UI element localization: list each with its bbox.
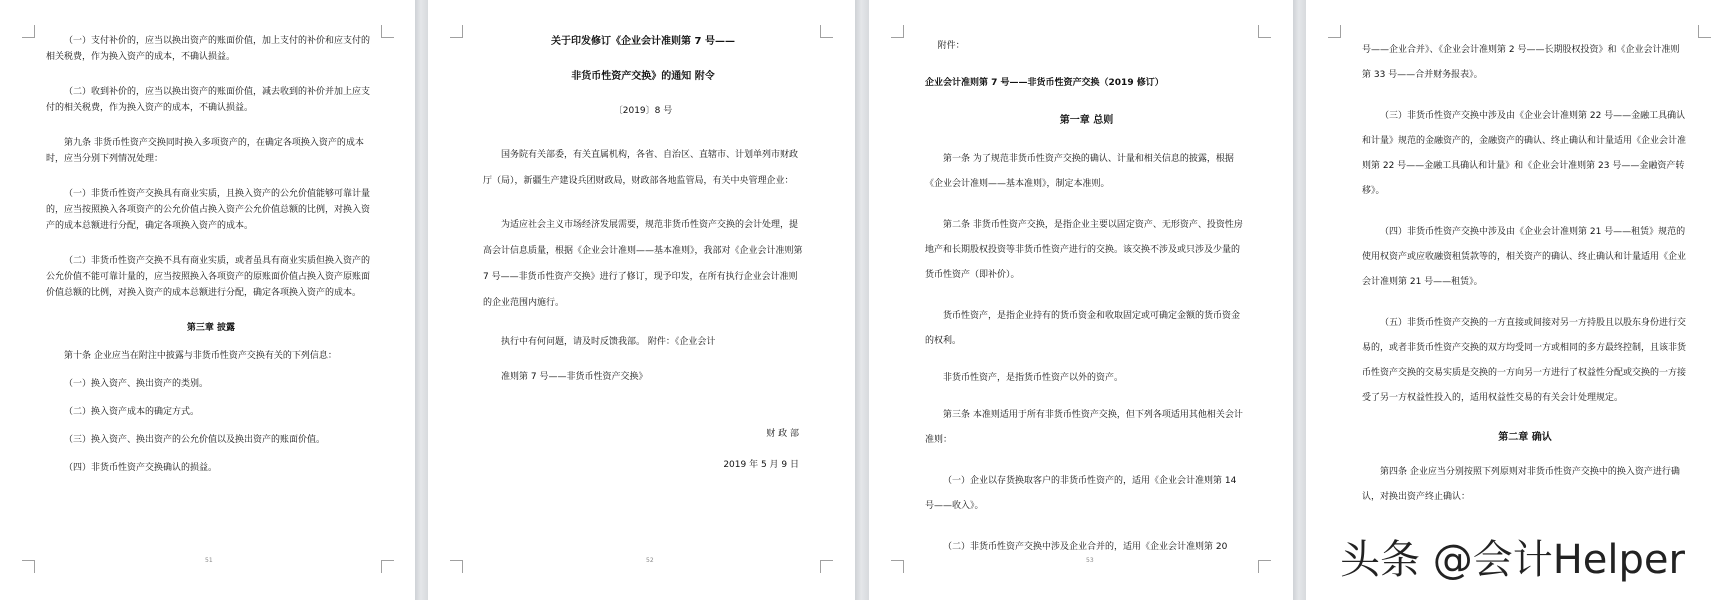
paragraph: （五）非货币性资产交换的一方直接或间接对另一方持股且以股东身份进行交易的，或者非货币性资产交换的双方均受同一方或相同的多方最终控制，且该非货币性资产交换的交易实质是交换的一方向另一方进行了权益性分配或交换的一方接受了另一方权益性投入的，适用权益性交易的有关会计处理规定。 xyxy=(1362,318,1687,403)
crop-mark xyxy=(820,25,833,38)
document-page-51 xyxy=(0,0,415,600)
paragraph: 货币性资产，是指企业持有的货币资金和收取固定或可确定金额的货币资金的权利。 xyxy=(925,311,1241,346)
paragraph: （二）非货币性资产交换不具有商业实质，或者虽具有商业实质但换入资产的公允价值不能可靠计量的，应当按照换入各项资产的原账面价值占换入资产原账面价值总额的比例，对换入资产的成本总额进行分配，确定各项换入资产的成本。 xyxy=(46,256,371,298)
page-number: 52 xyxy=(646,557,654,564)
paragraph: （四）非货币性资产交换确认的损益。 xyxy=(64,463,218,473)
notice-title: 关于印发修订《企业会计准则第 7 号—— xyxy=(551,36,735,47)
document-page-53 xyxy=(869,0,1293,600)
paragraph: 第四条 企业应当分别按照下列原则对非货币性资产交换中的换入资产进行确认，对换出资产终止确认： xyxy=(1362,467,1680,502)
standard-heading: 企业会计准则第 7 号——非货币性资产交换（2019 修订） xyxy=(925,78,1164,88)
page-gutter xyxy=(855,0,869,600)
paragraph: （二）收到补价的，应当以换出资产的账面价值，减去收到的补价并加上应支付的相关税费，作为换入资产的成本，不确认损益。 xyxy=(46,87,371,113)
crop-mark xyxy=(22,560,35,573)
watermark: 头条 @会计Helper xyxy=(1340,537,1685,583)
paragraph: （一）企业以存货换取客户的非货币性资产的，适用《企业会计准则第 14 号——收入》。 xyxy=(925,476,1237,511)
page-number: 51 xyxy=(205,557,213,564)
chapter-heading: 第二章 确认 xyxy=(1498,432,1552,443)
paragraph: （一）换入资产、换出资产的类别。 xyxy=(64,379,209,389)
paragraph: （一）非货币性资产交换具有商业实质，且换入资产的公允价值能够可靠计量的，应当按照换入各项资产的公允价值占换入资产公允价值总额的比例，对换入资产的成本总额进行分配，确定各项换入资产的成本。 xyxy=(46,189,371,231)
notice-title: 非货币性资产交换》的通知 附令 xyxy=(571,71,715,82)
paragraph: （三）换入资产、换出资产的公允价值以及换出资产的账面价值。 xyxy=(64,435,326,445)
paragraph: 执行中有何问题，请及时反馈我部。 附件：《企业会计 xyxy=(501,337,716,347)
paragraph: 号——企业合并》、《企业会计准则第 2 号——长期股权投资》和《企业会计准则第 33 号——合并财务报表》。 xyxy=(1362,45,1680,80)
paragraph: 准则第 7 号——非货币性资产交换》 xyxy=(501,372,648,382)
crop-mark xyxy=(891,560,904,573)
page-gutter xyxy=(1293,0,1306,600)
page-body xyxy=(925,38,1248,560)
crop-mark xyxy=(1258,25,1271,38)
attachment-label: 附件： xyxy=(937,41,965,51)
page-body xyxy=(46,33,376,476)
page-body xyxy=(1362,38,1688,510)
page-gutter xyxy=(415,0,428,600)
paragraph: （二）非货币性资产交换中涉及企业合并的，适用《企业会计准则第 20 xyxy=(943,542,1228,552)
paragraph: 第二条 非货币性资产交换，是指企业主要以固定资产、无形资产、投资性房地产和长期股权投资等非货币性资产进行的交换。该交换不涉及或只涉及少量的货币性资产（即补价）。 xyxy=(925,220,1243,280)
crop-mark xyxy=(1328,25,1341,38)
signer: 财 政 部 xyxy=(766,429,799,439)
crop-mark xyxy=(820,560,833,573)
crop-mark xyxy=(22,25,35,38)
crop-mark xyxy=(450,25,463,38)
crop-mark xyxy=(381,560,394,573)
page-number: 53 xyxy=(1086,557,1094,564)
issue-date: 2019 年 5 月 9 日 xyxy=(723,460,799,470)
paragraph: 第九条 非货币性资产交换同时换入多项资产的，在确定各项换入资产的成本时，应当分别下列情况处理： xyxy=(46,138,364,164)
paragraph: （三）非货币性资产交换中涉及由《企业会计准则第 22 号——金融工具确认和计量》规范的金融资产的，金融资产的确认、终止确认和计量适用《企业会计准则第 22 号——金融工具确认和计量》和《企业会计准则第 23 号——金融资产转移》。 xyxy=(1362,111,1687,196)
paragraph: 为适应社会主义市场经济发展需要，规范非货币性资产交换的会计处理，提高会计信息质量，根据《企业会计准则——基本准则》，我部对《企业会计准则第 7 号——非货币性资产交换》进行了修订，现予印发，在所有执行企业会计准则的企业范围内施行。 xyxy=(483,220,803,308)
crop-mark xyxy=(1698,25,1711,38)
document-page-52 xyxy=(428,0,855,600)
crop-mark xyxy=(381,25,394,38)
document-page-54 xyxy=(1306,0,1735,600)
paragraph: （二）换入资产成本的确定方式。 xyxy=(64,407,200,417)
chapter-heading: 第一章 总则 xyxy=(1059,115,1114,126)
paragraph: 非货币性资产，是指货币性资产以外的资产。 xyxy=(943,373,1124,383)
page-body xyxy=(483,33,803,474)
chapter-heading: 第三章 披露 xyxy=(186,323,236,333)
crop-mark xyxy=(891,25,904,38)
crop-mark xyxy=(1258,560,1271,573)
document-number: 〔2019〕8 号 xyxy=(613,106,673,116)
paragraph: 第十条 企业应当在附注中披露与非货币性资产交换有关的下列信息： xyxy=(64,351,337,361)
paragraph: 国务院有关部委，有关直属机构，各省、自治区、直辖市、计划单列市财政厅（局），新疆生产建设兵团财政局，财政部各地监管局，有关中央管理企业： xyxy=(483,150,799,186)
paragraph: （一）支付补价的，应当以换出资产的账面价值，加上支付的补价和应支付的相关税费，作为换入资产的成本，不确认损益。 xyxy=(46,36,371,62)
paragraph: 第三条 本准则适用于所有非货币性资产交换，但下列各项适用其他相关会计准则： xyxy=(925,410,1243,445)
crop-mark xyxy=(450,560,463,573)
paragraph: 第一条 为了规范非货币性资产交换的确认、计量和相关信息的披露，根据《企业会计准则——基本准则》，制定本准则。 xyxy=(925,154,1234,189)
paragraph: （四）非货币性资产交换中涉及由《企业会计准则第 21 号——租赁》规范的使用权资产或应收融资租赁款等的，相关资产的确认、终止确认和计量适用《企业会计准则第 21 号——租赁》。 xyxy=(1362,227,1687,287)
